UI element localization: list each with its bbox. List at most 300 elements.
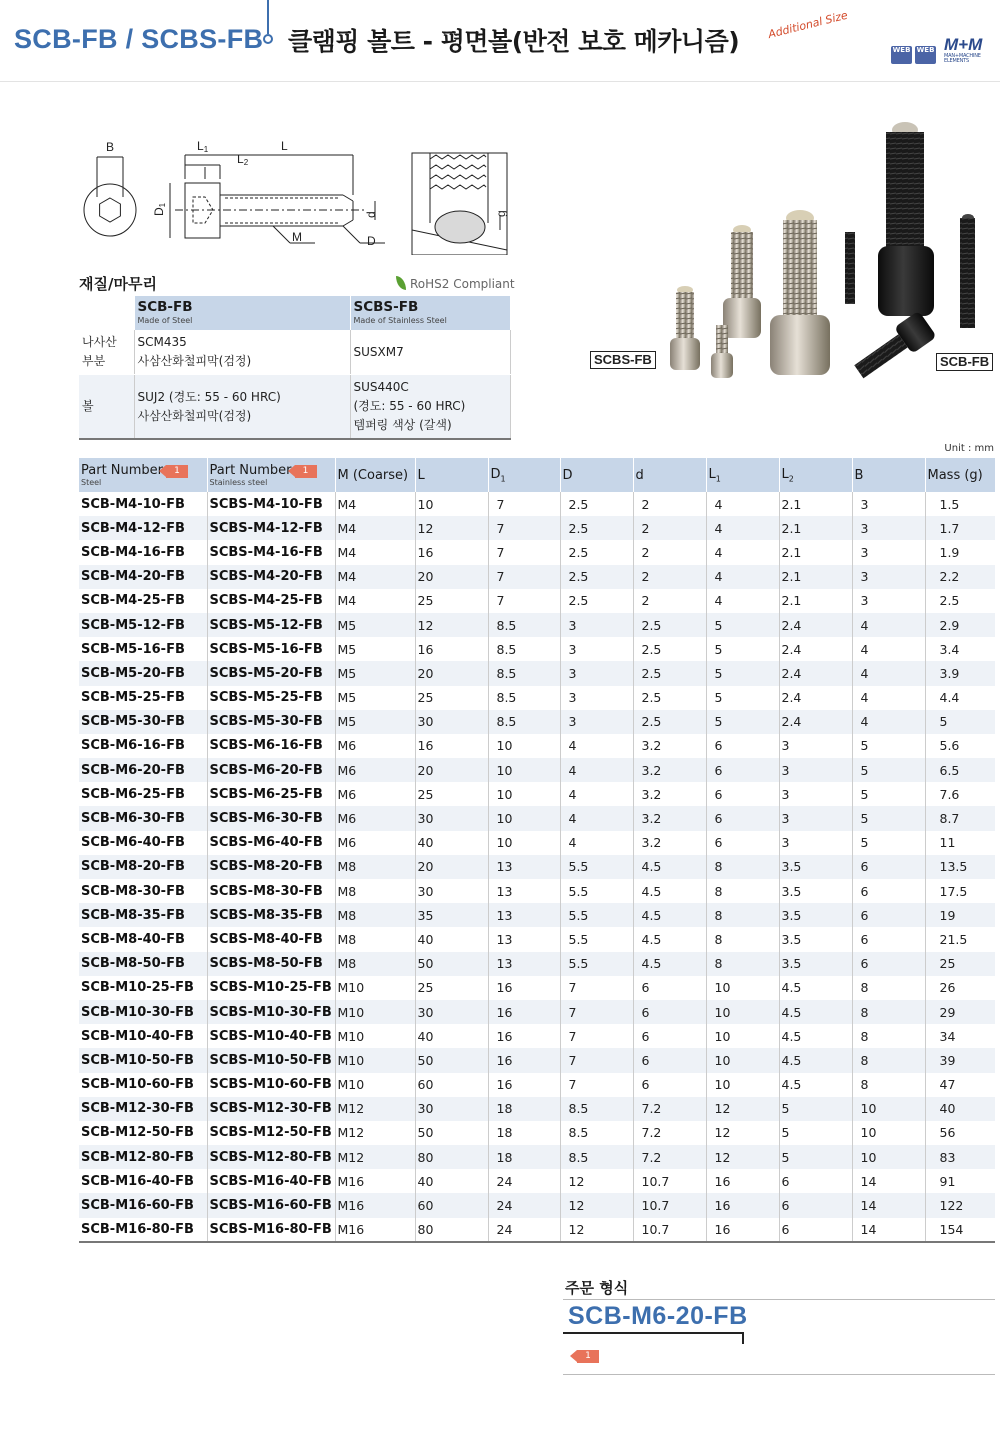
col-header-mass: Mass (g) xyxy=(925,458,995,492)
cell-pn-stainless: SCBS-M16-60-FB xyxy=(207,1193,335,1217)
cell-b: 10 xyxy=(852,1121,925,1145)
cell-l2: 2.4 xyxy=(779,686,852,710)
cell-d-large: 4 xyxy=(560,734,633,758)
cell-d-small: 2 xyxy=(633,589,706,613)
cell-pn-stainless: SCBS-M4-16-FB xyxy=(207,540,335,564)
col-header-l: L xyxy=(415,458,488,492)
table-row xyxy=(79,903,995,927)
cell-l: 40 xyxy=(415,927,488,951)
col-header-pn-stainless-sub: Stainless steel xyxy=(209,477,268,487)
cell-pn-stainless: SCBS-M8-20-FB xyxy=(207,855,335,879)
cell-l: 16 xyxy=(415,540,488,564)
spec-table xyxy=(79,458,995,1243)
cell-m: M4 xyxy=(335,540,415,564)
photo-bolt-steel-large xyxy=(770,210,830,375)
cell-d1: 16 xyxy=(488,976,560,1000)
cell-mass: 154 xyxy=(925,1218,995,1242)
cell-m: M8 xyxy=(335,855,415,879)
materials-row-ball-scbs xyxy=(350,375,511,440)
cell-pn-stainless: SCBS-M4-10-FB xyxy=(207,492,335,516)
web-badge-1-label: WEB xyxy=(892,46,911,54)
unit-label: Unit : mm xyxy=(944,443,994,454)
cell-m: M6 xyxy=(335,806,415,830)
cell-b: 8 xyxy=(852,1000,925,1024)
hex-socket-shape xyxy=(100,198,121,222)
cell-pn-stainless: SCBS-M12-30-FB xyxy=(207,1097,335,1121)
cell-d-large: 7 xyxy=(560,1000,633,1024)
cell-d-small: 4.5 xyxy=(633,903,706,927)
page-header xyxy=(0,0,1000,82)
cell-b: 14 xyxy=(852,1193,925,1217)
cell-mass: 2.5 xyxy=(939,593,960,609)
cell-d-small: 6 xyxy=(633,1000,706,1024)
product-photo xyxy=(590,110,1000,390)
cell-d1: 7 xyxy=(488,492,560,516)
materials-row-thread-scb-b: 사삼산화철피막(검정) xyxy=(137,354,252,368)
cell-l2: 3 xyxy=(779,782,852,806)
table-row xyxy=(79,806,995,830)
cell-d-large: 8.5 xyxy=(560,1121,633,1145)
cell-l2: 6 xyxy=(779,1193,852,1217)
cell-l1: 5 xyxy=(706,710,779,734)
table-row xyxy=(79,1218,995,1242)
cell-pn-stainless: SCBS-M16-40-FB xyxy=(207,1169,335,1193)
cell-l1: 8 xyxy=(706,855,779,879)
cell-b: 5 xyxy=(852,831,925,855)
cell-m: M6 xyxy=(335,831,415,855)
cell-l: 40 xyxy=(415,1024,488,1048)
cell-mass: 1.5 xyxy=(939,496,960,512)
cell-l: 80 xyxy=(415,1218,488,1242)
cell-pn-stainless: SCBS-M4-20-FB xyxy=(207,565,335,589)
cell-d-small: 4.5 xyxy=(633,952,706,976)
dim-label-l1: L1 xyxy=(197,139,209,154)
cell-d-large: 12 xyxy=(560,1169,633,1193)
cell-l: 35 xyxy=(415,903,488,927)
cell-l1: 6 xyxy=(706,831,779,855)
cell-l2: 5 xyxy=(779,1145,852,1169)
ref-badge-stainless: 1 xyxy=(295,465,317,478)
cell-l2: 3.5 xyxy=(779,927,852,951)
cell-d1: 16 xyxy=(488,1000,560,1024)
cell-pn-steel: SCB-M10-30-FB xyxy=(79,1000,207,1024)
cell-mass: 17.5 xyxy=(939,883,968,899)
web-badge-2[interactable] xyxy=(915,46,936,64)
cell-l2: 2.1 xyxy=(779,492,852,516)
cell-d-small: 2.5 xyxy=(633,661,706,685)
cell-pn-steel: SCB-M16-80-FB xyxy=(79,1218,207,1242)
table-row xyxy=(79,1000,995,1024)
cell-l2: 2.1 xyxy=(779,589,852,613)
cell-pn-steel: SCB-M10-50-FB xyxy=(79,1048,207,1072)
cell-b: 3 xyxy=(852,540,925,564)
cell-l2: 2.4 xyxy=(779,661,852,685)
table-row xyxy=(79,1097,995,1121)
cell-l1: 6 xyxy=(706,806,779,830)
cell-d-small: 3.2 xyxy=(633,831,706,855)
dim-label-g: g xyxy=(494,210,508,217)
cell-l: 30 xyxy=(415,806,488,830)
cell-pn-stainless: SCBS-M6-16-FB xyxy=(207,734,335,758)
order-ref-badge xyxy=(574,1344,599,1363)
col-header-m: M (Coarse) xyxy=(335,458,415,492)
cell-pn-stainless: SCBS-M10-25-FB xyxy=(207,976,335,1000)
cell-mass: 8.7 xyxy=(925,806,995,830)
cell-l1: 16 xyxy=(706,1218,779,1242)
cell-d-large: 2.5 xyxy=(560,589,633,613)
cell-d-small: 6 xyxy=(633,1073,706,1097)
cell-d-small: 2 xyxy=(633,492,706,516)
cell-d-small: 10.7 xyxy=(633,1169,706,1193)
cell-pn-steel: SCB-M4-16-FB xyxy=(79,540,207,564)
cell-l: 60 xyxy=(415,1073,488,1097)
table-row xyxy=(79,831,995,855)
cell-d-large: 3 xyxy=(560,686,633,710)
order-ref-badge-label: 1 xyxy=(577,1350,599,1363)
cell-pn-steel: SCB-M8-40-FB xyxy=(79,927,207,951)
cell-d-small: 6 xyxy=(633,976,706,1000)
cell-m: M10 xyxy=(335,1048,415,1072)
cell-pn-steel: SCB-M4-20-FB xyxy=(79,565,207,589)
cell-l2: 3 xyxy=(779,734,852,758)
cell-b: 10 xyxy=(852,1097,925,1121)
cell-d-large: 2.5 xyxy=(560,565,633,589)
cell-d-small: 7.2 xyxy=(633,1097,706,1121)
cell-l1: 6 xyxy=(706,758,779,782)
materials-row-ball-scbs-c: 템퍼링 색상 (갈색) xyxy=(353,418,452,432)
dim-label-d-small: d xyxy=(364,211,378,218)
cell-m: M16 xyxy=(335,1169,415,1193)
order-divider-bottom xyxy=(563,1374,995,1375)
cell-d-small: 10.7 xyxy=(633,1193,706,1217)
table-row xyxy=(79,1169,995,1193)
cell-d1: 8.5 xyxy=(488,661,560,685)
cell-d1: 7 xyxy=(488,516,560,540)
cell-b: 6 xyxy=(852,903,925,927)
cell-l1: 4 xyxy=(706,540,779,564)
table-row xyxy=(79,589,995,613)
cell-l: 20 xyxy=(415,565,488,589)
cell-l2: 3.5 xyxy=(779,952,852,976)
materials-header-scb-sub: Made of Steel xyxy=(137,316,193,325)
cell-pn-steel: SCB-M10-25-FB xyxy=(79,976,207,1000)
cell-d-small: 4.5 xyxy=(633,879,706,903)
materials-row-thread-label: 나사산 부분 xyxy=(79,330,134,375)
cell-d-small: 6 xyxy=(633,1048,706,1072)
cell-mass: 4.4 xyxy=(939,690,960,706)
cell-d-small: 2.5 xyxy=(633,686,706,710)
cell-pn-stainless: SCBS-M12-50-FB xyxy=(207,1121,335,1145)
cell-l2: 6 xyxy=(779,1169,852,1193)
cell-l2: 2.4 xyxy=(779,613,852,637)
materials-row-ball-scbs-b: (경도: 55 - 60 HRC) xyxy=(353,399,466,413)
table-row xyxy=(79,1193,995,1217)
cell-d1: 10 xyxy=(488,734,560,758)
cell-l1: 10 xyxy=(706,1073,779,1097)
col-header-d-small: d xyxy=(633,458,706,492)
cell-mass: 3.4 xyxy=(939,641,960,657)
cell-d-large: 4 xyxy=(560,831,633,855)
cell-m: M5 xyxy=(335,613,415,637)
cell-d-small: 2.5 xyxy=(633,710,706,734)
cell-l2: 3 xyxy=(779,806,852,830)
cell-l: 25 xyxy=(415,589,488,613)
cell-d-small: 4.5 xyxy=(633,927,706,951)
cell-m: M4 xyxy=(335,492,415,516)
cell-pn-steel: SCB-M16-60-FB xyxy=(79,1193,207,1217)
col-header-pn-stainless xyxy=(207,458,335,492)
cell-d-large: 5.5 xyxy=(560,879,633,903)
cell-m: M5 xyxy=(335,637,415,661)
cell-mass: 122 xyxy=(925,1193,995,1217)
table-row xyxy=(79,565,995,589)
cell-l2: 3.5 xyxy=(779,903,852,927)
col-header-b: B xyxy=(852,458,925,492)
cell-l: 12 xyxy=(415,516,488,540)
cell-d-small: 7.2 xyxy=(633,1121,706,1145)
cell-d-small: 4.5 xyxy=(633,855,706,879)
header-divider xyxy=(267,0,269,34)
cell-b: 5 xyxy=(852,758,925,782)
cell-pn-stainless: SCBS-M10-60-FB xyxy=(207,1073,335,1097)
cell-l: 16 xyxy=(415,734,488,758)
cell-d1: 24 xyxy=(488,1218,560,1242)
table-row xyxy=(79,782,995,806)
cell-d-large: 3 xyxy=(560,613,633,637)
cell-pn-stainless: SCBS-M10-50-FB xyxy=(207,1048,335,1072)
dim-label-m: M xyxy=(292,230,302,244)
photo-tag-scbs: SCBS-FB xyxy=(590,351,656,369)
cell-l: 80 xyxy=(415,1145,488,1169)
cell-d-small: 2.5 xyxy=(633,637,706,661)
cell-l: 40 xyxy=(415,831,488,855)
cell-d1: 13 xyxy=(488,903,560,927)
dim-label-l2: L2 xyxy=(237,152,249,167)
cell-pn-steel: SCB-M8-50-FB xyxy=(79,952,207,976)
cell-d-large: 12 xyxy=(560,1193,633,1217)
cell-l2: 5 xyxy=(779,1097,852,1121)
cell-d1: 24 xyxy=(488,1169,560,1193)
col-header-pn-steel-sub: Steel xyxy=(81,477,102,487)
dim-label-d: D xyxy=(367,234,376,248)
materials-header-blank xyxy=(79,296,134,330)
dim-label-d1: D1 xyxy=(152,202,167,216)
col-header-pn-steel xyxy=(79,458,207,492)
materials-row-ball-scb xyxy=(134,375,350,440)
cell-d-large: 8.5 xyxy=(560,1145,633,1169)
cell-l1: 8 xyxy=(706,952,779,976)
cell-pn-steel: SCB-M10-40-FB xyxy=(79,1024,207,1048)
cell-d-large: 3 xyxy=(560,661,633,685)
cell-m: M10 xyxy=(335,1000,415,1024)
cell-m: M8 xyxy=(335,879,415,903)
cell-mass: 11 xyxy=(939,835,956,851)
cell-d-large: 3 xyxy=(560,710,633,734)
cell-pn-steel: SCB-M8-20-FB xyxy=(79,855,207,879)
cell-mass: 5 xyxy=(925,710,995,734)
cell-b: 3 xyxy=(852,565,925,589)
materials-header-scbs-sub: Made of Stainless Steel xyxy=(353,316,447,325)
table-row xyxy=(79,1024,995,1048)
cell-l1: 12 xyxy=(706,1121,779,1145)
cell-d-small: 2 xyxy=(633,540,706,564)
cell-l: 20 xyxy=(415,758,488,782)
dim-label-l: L xyxy=(281,139,288,153)
cell-l1: 5 xyxy=(706,661,779,685)
cell-pn-stainless: SCBS-M10-30-FB xyxy=(207,1000,335,1024)
materials-row-ball-scb-b: 사삼산화철피막(검정) xyxy=(137,408,252,423)
cell-d1: 10 xyxy=(488,782,560,806)
cell-l1: 12 xyxy=(706,1145,779,1169)
photo-bolt-steel-medium xyxy=(723,225,761,338)
cell-pn-steel: SCB-M5-16-FB xyxy=(79,637,207,661)
cell-l2: 4.5 xyxy=(779,1000,852,1024)
cell-d1: 16 xyxy=(488,1024,560,1048)
cell-l: 16 xyxy=(415,637,488,661)
head-end-view-circle xyxy=(84,184,136,236)
photo-bolt-black-thin xyxy=(960,214,975,328)
cell-b: 4 xyxy=(852,686,925,710)
cell-l2: 5 xyxy=(779,1121,852,1145)
technical-drawing xyxy=(75,135,515,255)
cell-l2: 3 xyxy=(779,831,852,855)
cell-d1: 13 xyxy=(488,927,560,951)
materials-row-ball-scb-a: SUJ2 (경도: 55 - 60 HRC) xyxy=(137,389,281,404)
cell-d-small: 3.2 xyxy=(633,734,706,758)
dim-label-b: B xyxy=(106,140,115,154)
cell-pn-steel: SCB-M5-20-FB xyxy=(79,661,207,685)
cell-pn-stainless: SCBS-M12-80-FB xyxy=(207,1145,335,1169)
table-row xyxy=(79,1145,995,1169)
cell-l2: 2.1 xyxy=(779,565,852,589)
cell-d1: 7 xyxy=(488,540,560,564)
additional-size-note: Additional Size xyxy=(766,8,850,41)
col-header-l2: $L_2$ xyxy=(779,458,852,492)
cell-mass: 91 xyxy=(939,1173,956,1189)
cell-mass: 25 xyxy=(925,952,995,976)
cell-l1: 6 xyxy=(706,734,779,758)
cell-mass: 7.6 xyxy=(939,786,960,802)
table-row xyxy=(79,855,995,879)
cell-b: 14 xyxy=(852,1169,925,1193)
table-row xyxy=(79,516,995,540)
materials-row-ball-scbs-a: SUS440C xyxy=(353,380,409,394)
photo-tag-scb: SCB-FB xyxy=(936,353,993,371)
cell-d-large: 5.5 xyxy=(560,927,633,951)
web-badge-1[interactable] xyxy=(891,46,912,64)
cell-pn-stainless: SCBS-M6-40-FB xyxy=(207,831,335,855)
cell-mass: 19 xyxy=(925,903,995,927)
order-code-underline-tick xyxy=(742,1332,744,1344)
cell-m: M6 xyxy=(335,782,415,806)
cell-l2: 3.5 xyxy=(779,855,852,879)
cell-d1: 10 xyxy=(488,831,560,855)
cell-m: M10 xyxy=(335,1073,415,1097)
cell-d-large: 7 xyxy=(560,1073,633,1097)
cell-d-small: 2.5 xyxy=(633,613,706,637)
table-row xyxy=(79,613,995,637)
cell-m: M16 xyxy=(335,1193,415,1217)
photo-bolt-steel-small xyxy=(670,286,700,370)
cell-d1: 7 xyxy=(488,565,560,589)
cell-d-small: 6 xyxy=(633,1024,706,1048)
cell-l1: 6 xyxy=(706,782,779,806)
cell-b: 8 xyxy=(852,1024,925,1048)
cell-d1: 16 xyxy=(488,1073,560,1097)
materials-header-scbs xyxy=(350,296,511,330)
cell-pn-stainless: SCBS-M5-12-FB xyxy=(207,613,335,637)
cell-l1: 4 xyxy=(706,589,779,613)
cell-l1: 4 xyxy=(706,565,779,589)
cell-l: 25 xyxy=(415,782,488,806)
cell-pn-steel: SCB-M16-40-FB xyxy=(79,1169,207,1193)
cell-pn-steel: SCB-M6-30-FB xyxy=(79,806,207,830)
cell-m: M5 xyxy=(335,686,415,710)
cell-l1: 10 xyxy=(706,1000,779,1024)
cell-l1: 8 xyxy=(706,879,779,903)
order-format-title: 주문 형식 xyxy=(565,1279,629,1297)
cell-pn-steel: SCB-M12-80-FB xyxy=(79,1145,207,1169)
cell-l: 12 xyxy=(415,613,488,637)
cell-m: M12 xyxy=(335,1121,415,1145)
cell-b: 4 xyxy=(852,710,925,734)
cell-b: 5 xyxy=(852,734,925,758)
cell-pn-steel: SCB-M6-20-FB xyxy=(79,758,207,782)
cell-mass: 39 xyxy=(925,1048,995,1072)
cell-l1: 16 xyxy=(706,1169,779,1193)
cell-b: 10 xyxy=(852,1145,925,1169)
cell-pn-stainless: SCBS-M6-25-FB xyxy=(207,782,335,806)
cell-d1: 8.5 xyxy=(488,710,560,734)
cell-pn-stainless: SCBS-M10-40-FB xyxy=(207,1024,335,1048)
cell-l2: 2.4 xyxy=(779,637,852,661)
cell-pn-steel: SCB-M8-30-FB xyxy=(79,879,207,903)
cell-mass: 21.5 xyxy=(939,931,968,947)
order-code-underline xyxy=(563,1332,744,1334)
cell-m: M12 xyxy=(335,1145,415,1169)
cell-l2: 4.5 xyxy=(779,976,852,1000)
cell-l2: 3 xyxy=(779,758,852,782)
cell-l2: 4.5 xyxy=(779,1073,852,1097)
cell-mass: 5.6 xyxy=(939,738,960,754)
cell-l2: 2.1 xyxy=(779,540,852,564)
cell-pn-steel: SCB-M12-30-FB xyxy=(79,1097,207,1121)
cell-m: M8 xyxy=(335,952,415,976)
cell-d-large: 2.5 xyxy=(560,492,633,516)
cell-mass: 26 xyxy=(939,980,956,996)
cell-pn-stainless: SCBS-M6-20-FB xyxy=(207,758,335,782)
cell-l: 20 xyxy=(415,855,488,879)
cell-m: M10 xyxy=(335,1024,415,1048)
cell-m: M5 xyxy=(335,710,415,734)
cell-b: 6 xyxy=(852,952,925,976)
cell-d-large: 5.5 xyxy=(560,855,633,879)
cell-m: M4 xyxy=(335,589,415,613)
cell-l1: 5 xyxy=(706,637,779,661)
cell-d1: 8.5 xyxy=(488,686,560,710)
cell-l1: 10 xyxy=(706,1024,779,1048)
web-badge-2-label: WEB xyxy=(916,46,935,54)
cell-d1: 13 xyxy=(488,952,560,976)
col-header-pn-steel-label: Part Number xyxy=(81,462,164,478)
cell-d1: 10 xyxy=(488,758,560,782)
cell-b: 8 xyxy=(852,1073,925,1097)
cell-l: 30 xyxy=(415,1000,488,1024)
cell-pn-steel: SCB-M6-25-FB xyxy=(79,782,207,806)
cell-mass: 3.9 xyxy=(925,661,995,685)
cell-pn-steel: SCB-M5-30-FB xyxy=(79,710,207,734)
cell-d-small: 7.2 xyxy=(633,1145,706,1169)
